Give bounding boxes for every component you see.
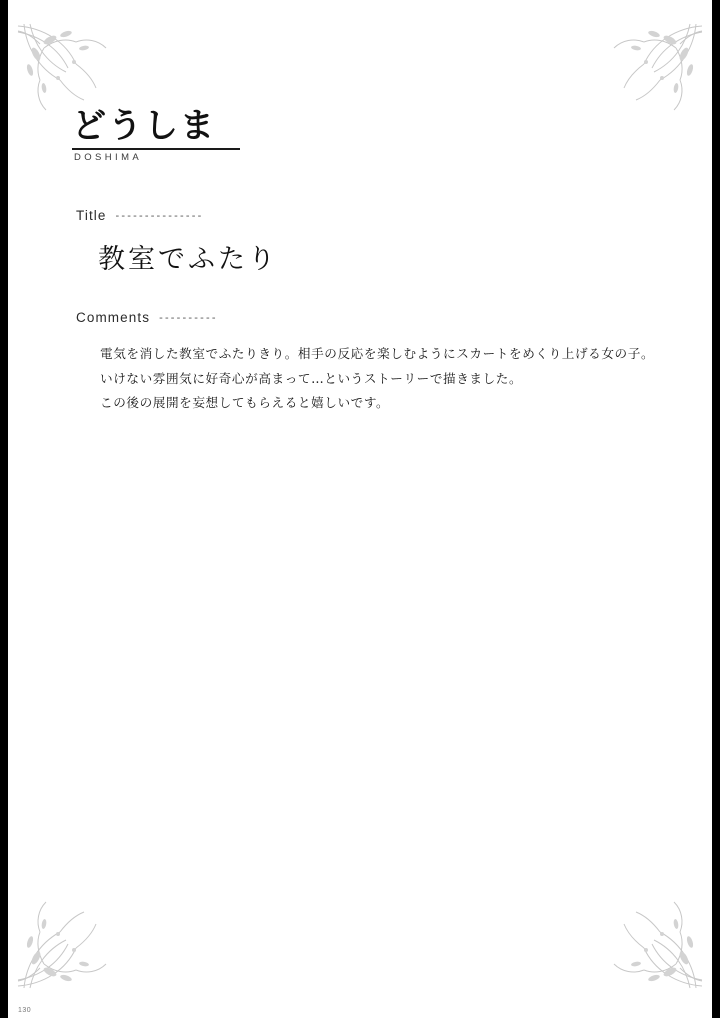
comments-label: Comments [76,310,151,325]
afterword-page [8,0,712,1018]
comments-field [76,310,654,416]
corner-ornament-top-right-icon [586,18,706,128]
comments-dot-leader: ---------- [159,311,218,324]
comments-line: 電気を消した教室でふたりきり。相手の反応を楽しむようにスカートをめくり上げる女の子。 [100,346,655,361]
comments-line: いけない雰囲気に好奇心が高まって…というストーリーで描きました。 [100,370,523,386]
artist-name-jp: どうしま [72,106,216,146]
comments-line: この後の展開を妄想してもらえると嬉しいです。 [100,395,390,411]
comments-field-header [76,310,654,325]
title-dot-leader: --------------- [115,209,204,222]
comments-body [100,342,654,416]
logo-underline [72,148,240,150]
title-field-header [76,208,278,223]
artist-logo [72,108,240,163]
corner-ornament-bottom-left-icon [14,884,134,994]
corner-ornament-bottom-right-icon [586,884,706,994]
title-label: Title [76,208,107,223]
page-number: 130 [18,1007,32,1014]
title-field [76,208,278,276]
title-value: 教室でふたり [98,244,278,275]
artist-name-romaji: DOSHIMA [74,152,143,164]
